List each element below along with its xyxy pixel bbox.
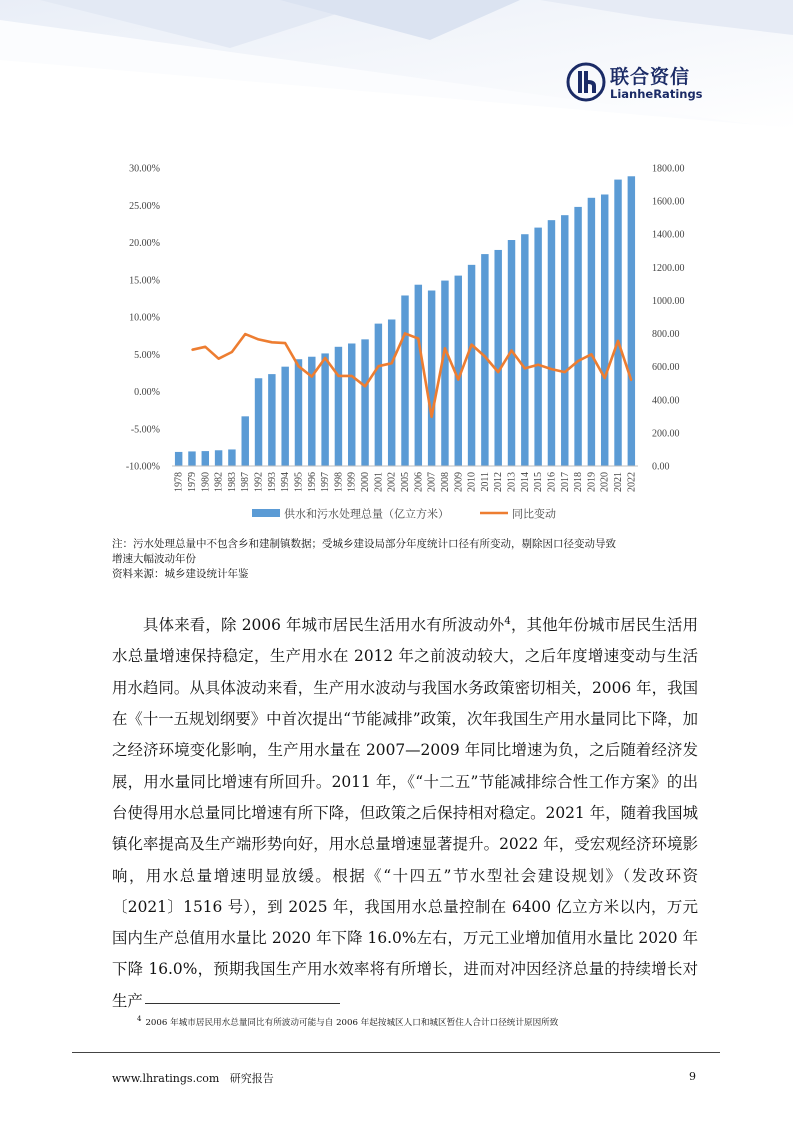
line-point-1979: [191, 349, 193, 351]
bar-2012: [494, 250, 501, 466]
y-left-tick-label: 30.00%: [129, 163, 160, 175]
x-tick-label: 2019: [586, 472, 598, 492]
chart-note-line2: 增速大幅波动年份: [112, 553, 196, 565]
page-number: 9: [689, 1070, 696, 1083]
y-right-tick-label: 1600.00: [652, 196, 685, 208]
y-left-tick-label: -5.00%: [130, 424, 160, 436]
bar-2008: [441, 281, 448, 466]
x-tick-label: 2014: [519, 472, 531, 492]
x-tick-label: 2022: [626, 472, 638, 492]
x-tick-label: 2018: [573, 472, 585, 492]
bar-2010: [468, 265, 475, 466]
line-point-1993: [271, 342, 273, 344]
x-tick-label: 2017: [559, 472, 571, 492]
bar-1982: [215, 450, 222, 466]
bar-2001: [375, 324, 382, 466]
footer-left: [112, 1070, 274, 1086]
line-point-2005: [404, 333, 406, 335]
footnote-ref[interactable]: 4: [504, 616, 511, 627]
line-point-2020: [604, 377, 606, 379]
x-tick-label: 1994: [280, 472, 292, 492]
x-tick-label: 2021: [613, 472, 625, 492]
body-text-part1: 具体来看，除 2006 年城市居民生活用水有所波动外: [143, 616, 505, 635]
x-tick-label: 1997: [320, 472, 332, 492]
line-point-2012: [497, 371, 499, 373]
line-point-2007: [431, 416, 433, 418]
line-point-1994: [284, 342, 286, 344]
lianhe-logo-icon: [566, 62, 606, 102]
x-tick-label: 2015: [533, 472, 545, 492]
line-point-2019: [591, 353, 593, 355]
x-tick-label: 1978: [173, 472, 185, 492]
line-point-1999: [351, 375, 353, 377]
bar-2007: [428, 291, 435, 466]
line-point-2010: [471, 344, 473, 346]
y-right-tick-label: 0.00: [652, 461, 670, 473]
x-tick-label: 2001: [373, 472, 385, 492]
line-point-2018: [577, 360, 579, 362]
x-tick-label: 2012: [493, 472, 505, 492]
bar-series: [175, 176, 635, 466]
x-tick-label: 2000: [360, 472, 372, 492]
legend-bar-swatch: [252, 509, 280, 517]
bar-2006: [415, 285, 422, 466]
line-point-2015: [537, 364, 539, 366]
x-tick-label: 2002: [386, 472, 398, 492]
y-left-tick-label: 15.00%: [129, 275, 160, 287]
bar-1992: [255, 378, 262, 466]
line-point-1992: [258, 339, 260, 341]
x-tick-label: 1998: [333, 472, 345, 492]
line-point-1982: [218, 358, 220, 360]
x-tick-label: 2016: [546, 472, 558, 492]
chart-note-line1: 注：污水处理总量中不包含乡和建制镇数据；受城乡建设局部分年度统计口径有所变动，剔除因口径变动导致: [112, 538, 616, 550]
footnote-divider: [145, 1003, 340, 1004]
bar-1994: [281, 367, 288, 466]
bar-2016: [548, 220, 555, 466]
x-tick-label: 2011: [479, 472, 491, 492]
line-point-2022: [631, 380, 633, 382]
line-point-2002: [391, 362, 393, 364]
line-point-1995: [298, 365, 300, 367]
legend-line-label: 同比变动: [512, 507, 556, 521]
bar-2022: [628, 176, 635, 466]
line-point-1987: [244, 333, 246, 335]
line-point-1983: [231, 351, 233, 353]
logo-english-name: LianheRatings: [610, 87, 703, 101]
bar-1993: [268, 374, 275, 466]
x-tick-label: 2013: [506, 472, 518, 492]
y-right-tick-label: 400.00: [652, 395, 680, 407]
logo-chinese-name: 联合资信: [610, 66, 691, 88]
line-point-2006: [418, 338, 420, 340]
line-point-2001: [378, 365, 380, 367]
line-point-2013: [511, 350, 513, 352]
x-tick-label: 2007: [426, 472, 438, 492]
body-text-part2: ，其他年份城市居民生活用水总量增速保持稳定，生产用水在 2012 年之前波动较大，之后年度增速变动与生活用水趋同。从具体波动来看，生产用水波动与我国水务政策密切相关，2006 年，我国在《十一五规划纲要》中首次提出“节能减排”政策，次年我国生产用水量同比下降，加之经济环境变化影响，生产用水量在 2007—2009 年同比增速为负，之后随着经济发展，用水量同比增速有所回升。2011 年，《“十二五”节能减排综合性工作方案》的出台使得用水总量同比增速有所下降，但政策之后保持相对稳定。2021 年，随着我国城镇化率提高及生产端形势向好，用水总量增速显著提升。2022 年，受宏观经济环境影响，用水总量增速明显放缓。根据《“十四五”节水型社会建设规划》（发改环资〔2021〕1516 号），到 2025 年，我国用水总量控制在 6400 亿立方米以内，万元国内生产总值用水量比 2020 年下降 16.0%左右，万元工业增加值用水量比 2020 年下降 16.0%，预期我国生产用水效率将有所增长，进而对冲因经济总量的持续增长对生产: [112, 616, 698, 1010]
x-tick-label: 2020: [599, 472, 611, 492]
footer-url[interactable]: www.lhratings.com: [112, 1072, 220, 1085]
line-point-2021: [617, 340, 619, 342]
y-right-tick-label: 1200.00: [652, 262, 685, 274]
y-left-tick-label: 10.00%: [129, 312, 160, 324]
bar-2020: [601, 194, 608, 466]
line-point-1997: [324, 357, 326, 359]
footnote-mark: 4: [137, 1015, 142, 1023]
footer-label: 研究报告: [229, 1072, 274, 1085]
company-logo: [566, 60, 716, 108]
bar-1980: [202, 451, 209, 466]
x-tick-label: 2009: [453, 472, 465, 492]
x-tick-label: 2005: [400, 472, 411, 492]
y-right-tick-label: 600.00: [652, 362, 680, 374]
x-tick-label: 1999: [346, 472, 358, 492]
line-point-2016: [551, 368, 553, 370]
y-right-tick-label: 200.00: [652, 428, 680, 440]
x-tick-label: 1980: [200, 472, 212, 492]
line-point-2009: [457, 379, 459, 381]
x-tick-label: 1982: [213, 472, 225, 492]
y-left-tick-label: 0.00%: [134, 387, 160, 398]
x-tick-label: 2006: [413, 472, 425, 492]
x-tick-label: 2010: [466, 472, 478, 492]
x-tick-label: 1993: [266, 472, 278, 492]
water-volume-chart: [112, 150, 698, 534]
bar-2005: [401, 295, 408, 466]
x-tick-label: 2008: [439, 472, 451, 492]
y-left-tick-label: 5.00%: [134, 349, 160, 361]
x-tick-label: 1992: [253, 472, 265, 492]
x-tick-label: 1979: [186, 472, 198, 492]
bar-2019: [588, 198, 595, 466]
chart-source: 资料来源：城乡建设统计年鉴: [112, 568, 249, 580]
line-point-2014: [524, 368, 526, 370]
bar-1997: [321, 353, 328, 466]
x-tick-label: 1995: [293, 472, 305, 492]
line-point-1980: [204, 346, 206, 348]
y-right-tick-label: 1000.00: [652, 295, 685, 307]
line-point-2011: [484, 356, 486, 358]
y-right-tick-label: 1400.00: [652, 229, 685, 241]
bar-1983: [228, 449, 235, 466]
bar-2000: [361, 339, 368, 466]
y-left-tick-label: 20.00%: [129, 238, 160, 249]
body-paragraph: [112, 606, 698, 1017]
y-left-tick-label: 25.00%: [129, 200, 160, 212]
chart-legend: [252, 507, 556, 521]
bar-1987: [242, 416, 249, 466]
x-tick-label: 1996: [306, 472, 318, 492]
footnote: [137, 1015, 558, 1028]
bar-2017: [561, 215, 568, 466]
bar-1995: [295, 359, 302, 466]
y-right-tick-label: 1800.00: [652, 163, 685, 175]
line-point-1998: [338, 375, 340, 377]
bar-1999: [348, 343, 355, 466]
bar-2021: [614, 180, 621, 466]
line-point-2008: [444, 347, 446, 349]
bar-2002: [388, 319, 395, 466]
y-left-tick-label: -10.00%: [125, 461, 160, 473]
line-point-1996: [311, 376, 313, 378]
bar-1998: [335, 347, 342, 466]
line-point-2000: [364, 385, 366, 387]
chart-notes: [112, 537, 712, 582]
bar-2015: [534, 228, 541, 466]
footer-divider: [72, 1052, 720, 1053]
x-tick-label: 1983: [226, 472, 238, 492]
line-point-2017: [564, 371, 566, 373]
legend-bar-label: 供水和污水处理总量（亿立方米）: [284, 507, 449, 521]
y-right-tick-label: 800.00: [652, 329, 680, 341]
x-tick-label: 1987: [240, 472, 252, 492]
bar-1979: [188, 451, 195, 466]
footnote-text: 2006 年城市居民用水总量同比有所波动可能与自 2006 年起按城区人口和城区暂住人合计口径统计原因所致: [145, 1017, 559, 1028]
bar-2018: [574, 207, 581, 466]
bar-1978: [175, 452, 182, 466]
body-text: [112, 606, 698, 1017]
bar-2014: [521, 234, 528, 466]
